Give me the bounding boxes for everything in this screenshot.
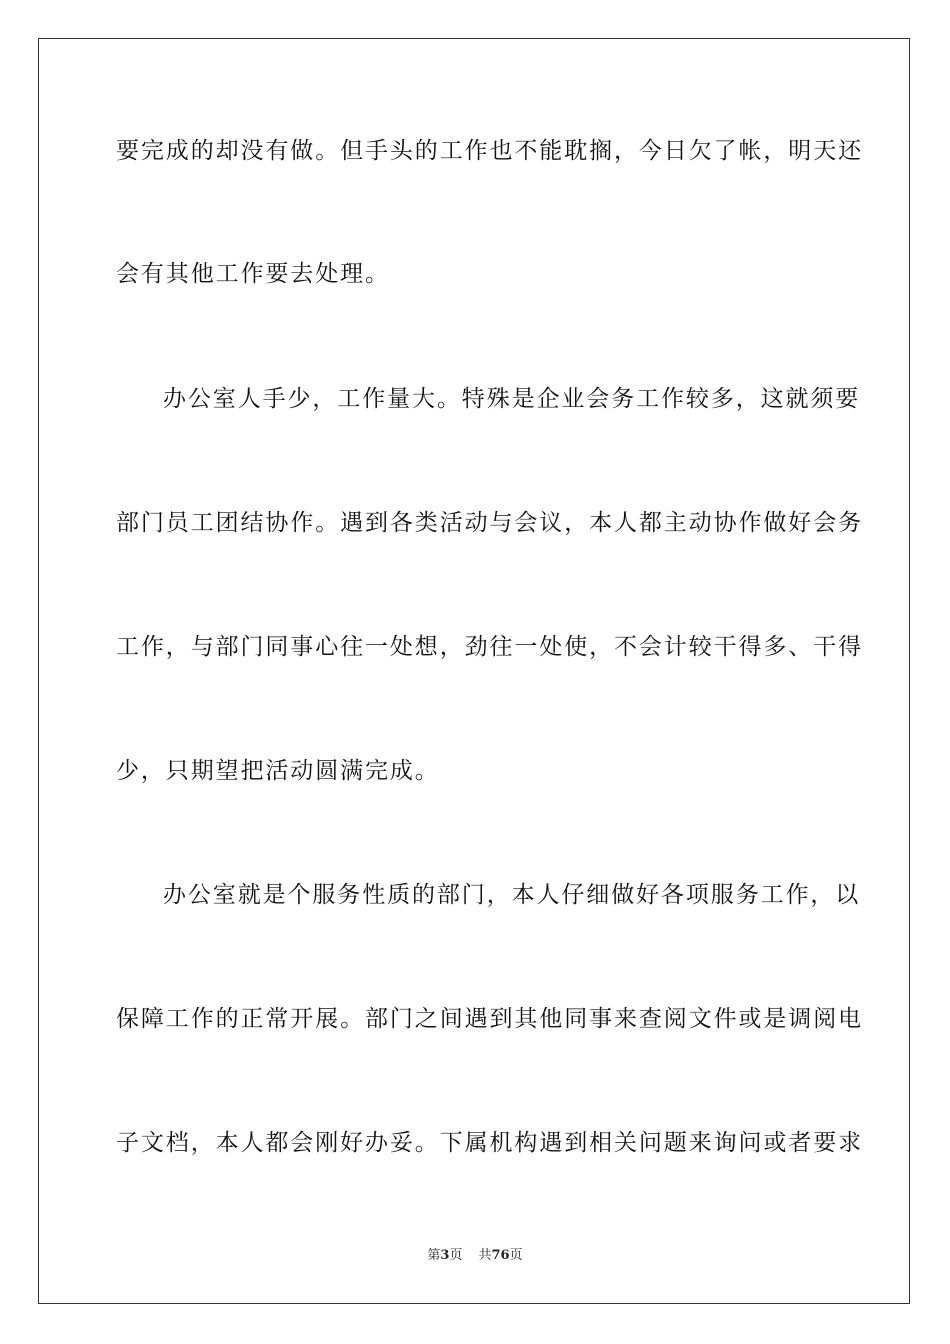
total-pages: 76: [491, 1248, 510, 1263]
text-line: 少，只期望把活动圆满完成。: [116, 758, 440, 784]
page-border: [38, 38, 910, 1304]
text-line: 子文档，本人都会刚好办妥。下属机构遇到相关问题来询问或者要求: [116, 1130, 863, 1156]
text-line: 办公室人手少，工作量大。特殊是企业会务工作较多，这就须要: [163, 386, 861, 412]
text-line: 保障工作的正常开展。部门之间遇到其他同事来查阅文件或是调阅电: [116, 1006, 863, 1032]
page-number: 3: [440, 1248, 450, 1263]
page-footer: [0, 1247, 950, 1265]
text-line: 会有其他工作要去处理。: [116, 261, 390, 287]
total-label-prefix: 共: [478, 1248, 492, 1263]
total-label-suffix: 页: [509, 1248, 523, 1263]
text-line: 工作，与部门同事心往一处想，劲往一处使，不会计较干得多、干得: [116, 634, 863, 660]
text-line: 要完成的却没有做。但手头的工作也不能耽搁，今日欠了帐，明天还: [116, 138, 863, 164]
page-label-prefix: 第: [427, 1248, 441, 1263]
text-line: 办公室就是个服务性质的部门，本人仔细做好各项服务工作，以: [163, 882, 861, 908]
page-label-suffix: 页: [449, 1248, 463, 1263]
text-line: 部门员工团结协作。遇到各类活动与会议，本人都主动协作做好会务: [116, 510, 863, 536]
